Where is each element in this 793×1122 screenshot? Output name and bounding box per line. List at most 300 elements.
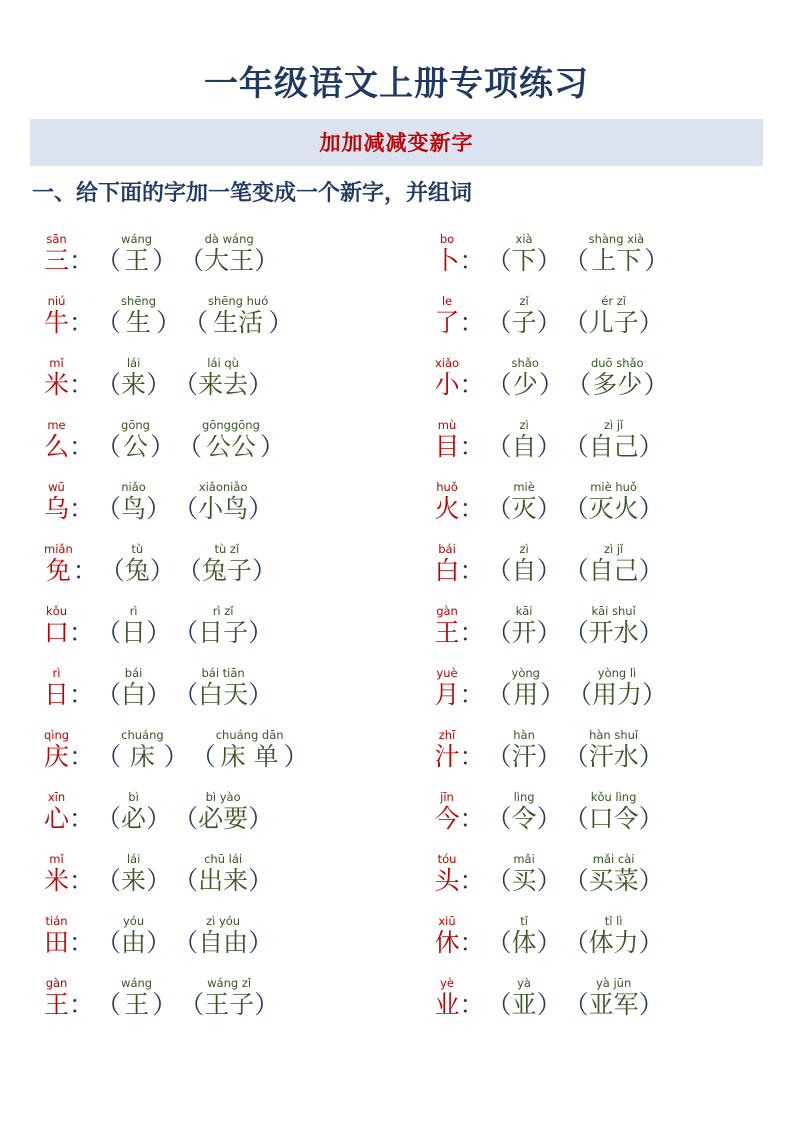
page-title: 一年级语文上册专项练习 — [204, 64, 589, 104]
paren-open-word — [183, 294, 208, 337]
colon — [69, 232, 94, 275]
answer-word-character: 自己 — [588, 432, 639, 461]
answer-word — [589, 480, 639, 523]
answer-word — [202, 542, 252, 585]
base-char-pinyin: xiū — [438, 914, 456, 928]
answer-word-pinyin: lái qù — [207, 356, 239, 370]
answer-char-character: 床 — [129, 742, 155, 771]
base-char — [44, 232, 69, 275]
answer-char — [125, 542, 150, 585]
answer-word-character: 王子 — [204, 990, 255, 1019]
base-char — [435, 294, 460, 337]
colon — [460, 480, 485, 523]
paren-open-answer-glyph: （ — [486, 742, 512, 771]
paren-open-word-glyph: （ — [183, 308, 209, 337]
answer-char-pinyin: shēng — [121, 294, 156, 308]
answer-word-pinyin: miè huǒ — [590, 480, 637, 494]
base-char-pinyin: tián — [45, 914, 68, 928]
paren-close-answer — [146, 666, 171, 709]
answer-char-pinyin: kāi — [515, 604, 533, 618]
answer-word — [589, 542, 639, 585]
paren-close-answer-glyph: ） — [536, 246, 562, 275]
answer-char-pinyin: mǎi — [513, 852, 535, 866]
paren-close-answer — [537, 976, 562, 1019]
colon-glyph: ： — [459, 308, 485, 337]
paren-open-word-glyph: （ — [173, 494, 199, 523]
paren-close-answer — [537, 542, 562, 585]
paren-open-answer — [96, 666, 121, 709]
paren-open-answer-glyph: （ — [486, 680, 512, 709]
paren-close-word-glyph: ） — [638, 618, 664, 647]
paren-open-word — [564, 604, 589, 647]
paren-close-answer — [537, 294, 562, 337]
answer-word-pinyin: wáng zǐ — [207, 976, 252, 990]
answer-word-pinyin: chuáng dān — [215, 728, 284, 742]
answer-char-pinyin: lái — [126, 356, 141, 370]
base-char-character: 米 — [44, 866, 70, 895]
answer-char-character: 日 — [121, 618, 147, 647]
exercise-item — [401, 835, 764, 897]
base-char — [435, 976, 460, 1019]
paren-close-word-glyph: ） — [251, 556, 277, 585]
answer-char — [121, 728, 164, 771]
colon — [460, 604, 485, 647]
answer-word-pinyin: tù zǐ — [214, 542, 240, 556]
answer-char-character: 少 — [512, 370, 538, 399]
exercise-item — [401, 587, 764, 649]
answer-word-character: 亚军 — [588, 990, 639, 1019]
paren-open-answer — [487, 294, 512, 337]
paren-open-word — [564, 480, 589, 523]
answer-word-pinyin: shēng huó — [208, 294, 269, 308]
colon-glyph: ： — [69, 246, 95, 275]
answer-word-pinyin: yòng lì — [597, 666, 637, 680]
base-char-character: 米 — [44, 370, 70, 399]
colon — [460, 728, 485, 771]
colon — [460, 542, 485, 585]
paren-open-answer-glyph: （ — [96, 432, 122, 461]
answer-word-character: 大王 — [204, 246, 255, 275]
paren-open-word-glyph: （ — [563, 804, 589, 833]
answer-word — [589, 790, 639, 833]
base-char-character: 白 — [434, 556, 460, 585]
answer-char-character: 鸟 — [121, 494, 147, 523]
paren-close-answer-glyph: ） — [152, 246, 178, 275]
paren-open-word — [564, 976, 589, 1019]
answer-word — [589, 604, 639, 647]
base-char-character: 今 — [434, 804, 460, 833]
base-char-character: 三 — [44, 246, 70, 275]
answer-char-pinyin: zì — [519, 418, 529, 432]
answer-word-character: 兔子 — [201, 556, 252, 585]
paren-close-word — [644, 232, 669, 275]
answer-word-pinyin: kāi shuǐ — [591, 604, 636, 618]
paren-close-word — [248, 480, 273, 523]
answer-char-character: 开 — [511, 618, 537, 647]
paren-open-answer-glyph: （ — [486, 804, 512, 833]
base-char-character: 月 — [434, 680, 460, 709]
paren-open-answer-glyph: （ — [96, 680, 122, 709]
paren-close-word-glyph: ） — [638, 308, 664, 337]
paren-close-word-glyph: ） — [642, 680, 668, 709]
paren-open-word — [564, 418, 589, 461]
answer-char — [121, 914, 146, 957]
answer-char-pinyin: xià — [515, 232, 533, 246]
paren-open-word — [177, 418, 202, 461]
exercise-item — [30, 463, 393, 525]
colon-glyph: ： — [459, 618, 485, 647]
answer-char — [512, 356, 539, 399]
paren-close-answer-glyph: ） — [146, 804, 172, 833]
exercise-item — [30, 339, 393, 401]
answer-word-character: 多少 — [592, 370, 643, 399]
paren-close-answer — [537, 728, 562, 771]
paren-open-word-glyph: （ — [563, 990, 589, 1019]
answer-word-character: 日子 — [198, 618, 249, 647]
colon — [69, 480, 94, 523]
base-char — [44, 356, 69, 399]
answer-word-character: 开水 — [588, 618, 639, 647]
answer-char-pinyin: gōng — [121, 418, 150, 432]
paren-open-answer — [96, 728, 121, 771]
base-char-character: 么 — [44, 432, 70, 461]
paren-close-word — [639, 976, 664, 1019]
colon-glyph: ： — [459, 556, 485, 585]
paren-close-answer — [152, 976, 177, 1019]
paren-open-word — [173, 914, 198, 957]
colon-glyph: ： — [69, 370, 95, 399]
answer-char-character: 体 — [511, 928, 537, 957]
paren-open-word-glyph: （ — [190, 742, 216, 771]
answer-word — [589, 232, 645, 275]
base-char — [44, 976, 69, 1019]
answer-char — [512, 790, 537, 833]
colon-glyph: ： — [459, 370, 485, 399]
base-char-pinyin: huǒ — [436, 480, 458, 494]
paren-open-word-glyph: （ — [176, 556, 202, 585]
paren-open-word-glyph: （ — [563, 618, 589, 647]
paren-open-answer — [96, 914, 121, 957]
answer-char-pinyin: bái — [124, 666, 143, 680]
colon-glyph: ： — [69, 308, 95, 337]
answer-char — [121, 480, 146, 523]
paren-close-answer-glyph: ） — [146, 618, 172, 647]
paren-open-answer-glyph: （ — [96, 742, 122, 771]
base-char-character: 小 — [434, 370, 460, 399]
exercise-item — [401, 339, 764, 401]
paren-open-word — [173, 604, 198, 647]
answer-char-character: 由 — [121, 928, 147, 957]
paren-open-answer — [96, 480, 121, 523]
paren-open-answer — [96, 976, 121, 1019]
exercise-item — [401, 711, 764, 773]
paren-open-word — [191, 728, 216, 771]
paren-close-word-glyph: ） — [254, 990, 280, 1019]
paren-open-answer — [96, 418, 121, 461]
base-char-pinyin: qìng — [44, 728, 70, 742]
answer-word-character: 用力 — [592, 680, 643, 709]
answer-word-character: 上下 — [591, 246, 642, 275]
base-char — [435, 728, 460, 771]
paren-open-answer-glyph: （ — [96, 866, 122, 895]
paren-open-word — [173, 852, 198, 895]
colon — [460, 356, 485, 399]
base-char-character: 田 — [44, 928, 70, 957]
base-char-pinyin: miǎn — [44, 542, 73, 556]
paren-close-answer — [152, 232, 177, 275]
base-char-pinyin: sān — [46, 232, 67, 246]
base-char-pinyin: le — [441, 294, 453, 308]
paren-open-answer — [487, 480, 512, 523]
answer-char — [121, 418, 150, 461]
answer-char — [512, 666, 540, 709]
answer-char-pinyin: bì — [128, 790, 139, 804]
answer-char-character: 来 — [121, 370, 147, 399]
answer-char — [512, 914, 537, 957]
paren-close-word-glyph: ） — [638, 804, 664, 833]
colon-glyph: ： — [459, 990, 485, 1019]
answer-word — [204, 976, 254, 1019]
base-char-pinyin: mù — [437, 418, 457, 432]
paren-close-word — [248, 914, 273, 957]
exercise-item — [401, 525, 764, 587]
base-char-character: 乌 — [44, 494, 70, 523]
paren-open-word-glyph: （ — [177, 432, 203, 461]
paren-open-answer-glyph: （ — [99, 556, 125, 585]
paren-open-answer — [96, 852, 121, 895]
base-char-character: 卜 — [434, 246, 460, 275]
paren-close-word — [639, 294, 664, 337]
paren-open-word — [564, 790, 589, 833]
answer-word-pinyin: bái tiān — [201, 666, 245, 680]
paren-open-answer — [96, 294, 121, 337]
paren-open-word — [564, 852, 589, 895]
paren-close-word-glyph: ） — [248, 804, 274, 833]
base-char — [435, 542, 460, 585]
colon-glyph: ： — [69, 866, 95, 895]
answer-char — [121, 356, 146, 399]
paren-open-answer-glyph: （ — [96, 618, 122, 647]
base-char — [44, 852, 69, 895]
answer-char — [121, 852, 146, 895]
answer-word — [216, 728, 284, 771]
answer-word-pinyin: zì jǐ — [603, 418, 624, 432]
paren-close-word — [639, 728, 664, 771]
answer-char — [512, 294, 537, 337]
paren-close-answer-glyph: ） — [146, 928, 172, 957]
paren-open-answer — [487, 914, 512, 957]
base-char-character: 牛 — [44, 308, 70, 337]
base-char-pinyin: mǐ — [49, 356, 64, 370]
paren-close-word-glyph: ） — [638, 990, 664, 1019]
paren-close-word-glyph: ） — [638, 742, 664, 771]
exercise-item — [401, 215, 764, 277]
paren-close-word-glyph: ） — [638, 494, 664, 523]
colon — [73, 542, 98, 585]
colon — [69, 666, 94, 709]
answer-word-pinyin: rì zǐ — [212, 604, 234, 618]
paren-open-word — [177, 542, 202, 585]
colon-glyph: ： — [459, 246, 485, 275]
paren-open-answer-glyph: （ — [96, 246, 122, 275]
paren-close-word-glyph: ） — [248, 370, 274, 399]
answer-char-character: 白 — [121, 680, 147, 709]
colon-glyph: ： — [69, 990, 95, 1019]
base-char-pinyin: wū — [48, 480, 65, 494]
paren-open-word — [173, 790, 198, 833]
base-char — [435, 232, 460, 275]
answer-word-pinyin: ér zǐ — [601, 294, 626, 308]
answer-word-pinyin: hàn shuǐ — [589, 728, 639, 742]
colon-glyph: ： — [69, 928, 95, 957]
base-char-character: 汁 — [434, 742, 460, 771]
paren-open-answer-glyph: （ — [486, 556, 512, 585]
answer-char-pinyin: lái — [126, 852, 141, 866]
answer-word — [198, 914, 248, 957]
answer-word — [202, 418, 260, 461]
answer-word-character: 儿子 — [588, 308, 639, 337]
base-char-pinyin: xiǎo — [434, 356, 460, 370]
paren-close-word-glyph: ） — [268, 308, 294, 337]
exercise-item — [401, 959, 764, 1021]
colon — [69, 604, 94, 647]
answer-char — [512, 604, 537, 647]
answer-char — [121, 294, 156, 337]
colon-glyph: ： — [69, 432, 95, 461]
base-char-pinyin: mǐ — [49, 852, 64, 866]
paren-close-answer — [537, 232, 562, 275]
answer-char-pinyin: zǐ — [519, 294, 529, 308]
paren-close-answer — [537, 790, 562, 833]
paren-open-word-glyph: （ — [173, 928, 199, 957]
answer-word — [198, 666, 248, 709]
paren-open-answer — [100, 542, 125, 585]
paren-close-word — [639, 542, 664, 585]
paren-open-answer — [487, 232, 512, 275]
answer-word-character: 买菜 — [588, 866, 639, 895]
paren-close-answer — [156, 294, 181, 337]
paren-open-word-glyph: （ — [173, 370, 199, 399]
paren-close-word-glyph: ） — [248, 494, 274, 523]
paren-close-answer-glyph: ） — [536, 742, 562, 771]
paren-close-answer — [146, 480, 171, 523]
base-char-character: 免 — [45, 556, 71, 585]
paren-open-word — [566, 356, 591, 399]
base-char — [435, 852, 460, 895]
paren-close-answer — [537, 852, 562, 895]
paren-open-answer-glyph: （ — [486, 246, 512, 275]
answer-word — [589, 914, 639, 957]
answer-char-pinyin: tù — [131, 542, 144, 556]
answer-word-pinyin: gōnggōng — [202, 418, 260, 432]
answer-char — [121, 976, 152, 1019]
answer-word-character: 来去 — [198, 370, 249, 399]
exercise-item — [401, 401, 764, 463]
paren-open-word — [564, 728, 589, 771]
base-char — [44, 542, 73, 585]
colon-glyph: ： — [69, 494, 95, 523]
subtitle-text: 加加减减变新字 — [319, 131, 474, 155]
paren-open-answer — [487, 604, 512, 647]
answer-char-pinyin: hàn — [513, 728, 535, 742]
base-char — [435, 356, 460, 399]
paren-open-word — [173, 356, 198, 399]
base-char-pinyin: zhī — [438, 728, 456, 742]
base-char-character: 休 — [434, 928, 460, 957]
colon — [460, 418, 485, 461]
paren-close-word-glyph: ） — [248, 866, 274, 895]
paren-open-word — [173, 666, 198, 709]
paren-close-answer — [537, 480, 562, 523]
answer-word — [198, 852, 248, 895]
answer-char — [512, 542, 537, 585]
answer-word-character: 必要 — [198, 804, 249, 833]
paren-close-word-glyph: ） — [259, 432, 285, 461]
answer-char — [512, 976, 537, 1019]
paren-open-answer — [487, 790, 512, 833]
base-char-character: 日 — [44, 680, 70, 709]
answer-word-character: 汗水 — [588, 742, 639, 771]
paren-open-word-glyph: （ — [563, 556, 589, 585]
answer-char-character: 公 — [123, 432, 149, 461]
exercise-item — [30, 897, 393, 959]
paren-open-answer-glyph: （ — [486, 866, 512, 895]
paren-close-word — [254, 232, 279, 275]
paren-open-word-glyph: （ — [179, 246, 205, 275]
answer-char — [121, 604, 146, 647]
paren-open-answer-glyph: （ — [96, 804, 122, 833]
answer-char — [512, 852, 537, 895]
answer-char-pinyin: yóu — [122, 914, 145, 928]
paren-close-word-glyph: ） — [638, 432, 664, 461]
paren-close-answer — [146, 790, 171, 833]
answer-word — [589, 728, 639, 771]
answer-char-pinyin: niǎo — [121, 480, 146, 494]
base-char-pinyin: me — [47, 418, 66, 432]
paren-open-word-glyph: （ — [173, 680, 199, 709]
paren-open-word-glyph: （ — [179, 990, 205, 1019]
paren-open-answer — [96, 232, 121, 275]
answer-char-character: 王 — [124, 990, 150, 1019]
answer-char-character: 用 — [513, 680, 539, 709]
answer-word-pinyin: xiǎoniǎo — [198, 480, 248, 494]
colon — [69, 418, 94, 461]
colon — [460, 914, 485, 957]
paren-open-answer-glyph: （ — [486, 928, 512, 957]
paren-close-word-glyph: ） — [283, 742, 309, 771]
answer-word-character: 自己 — [588, 556, 639, 585]
answer-word — [589, 852, 639, 895]
paren-close-word — [248, 790, 273, 833]
base-char-pinyin: gàn — [45, 976, 68, 990]
paren-close-answer-glyph: ） — [146, 866, 172, 895]
paren-close-word — [639, 418, 664, 461]
answer-char-pinyin: yà — [517, 976, 531, 990]
colon-glyph: ： — [459, 928, 485, 957]
base-char-pinyin: xīn — [47, 790, 66, 804]
answer-word — [198, 480, 248, 523]
base-char-pinyin: rì — [52, 666, 61, 680]
paren-open-answer — [487, 542, 512, 585]
base-char-character: 目 — [434, 432, 460, 461]
colon — [460, 976, 485, 1019]
paren-open-answer-glyph: （ — [96, 928, 122, 957]
paren-close-answer-glyph: ） — [536, 494, 562, 523]
paren-close-word — [644, 356, 669, 399]
paren-close-answer — [539, 356, 564, 399]
paren-open-answer-glyph: （ — [486, 432, 512, 461]
answer-word-pinyin: bì yào — [205, 790, 241, 804]
